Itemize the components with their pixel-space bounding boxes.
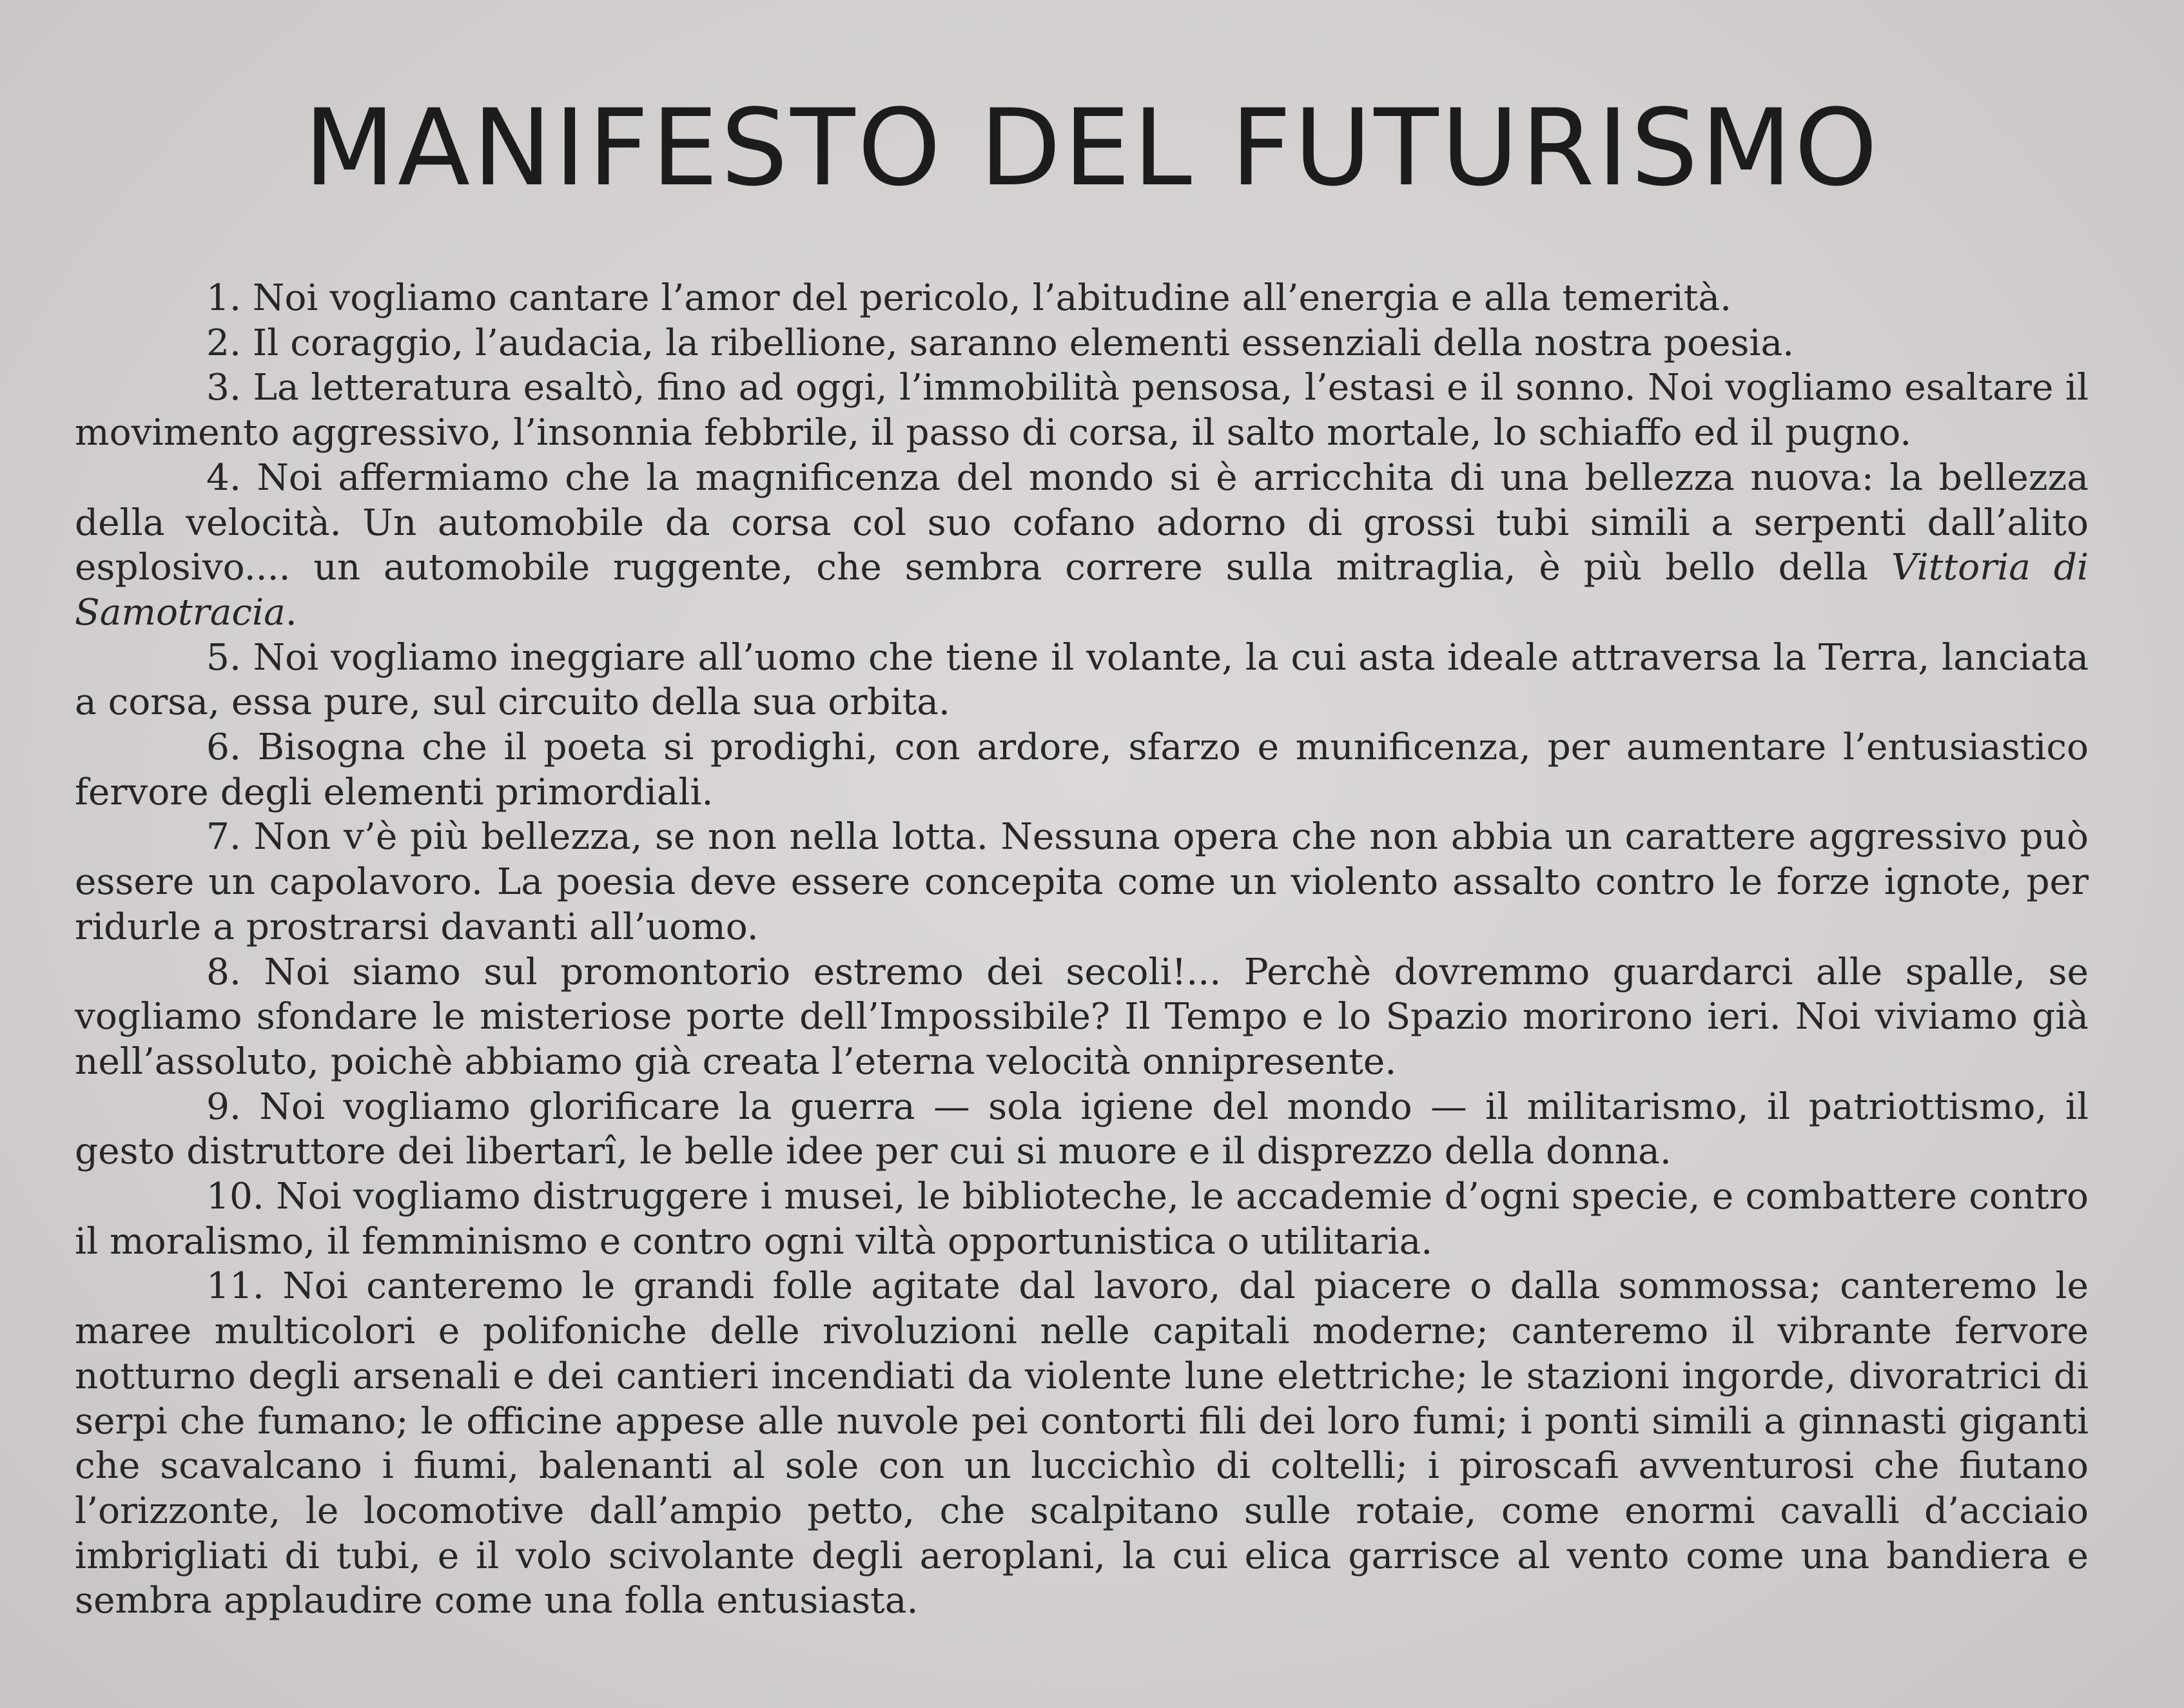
paragraph-6 — [75, 725, 2089, 815]
paragraph-2 — [75, 321, 2089, 366]
paragraph-number: 7. — [206, 816, 241, 859]
paragraph-number: 4. — [206, 456, 241, 499]
paragraph-9 — [75, 1085, 2089, 1174]
paragraph-number: 6. — [206, 726, 241, 769]
paragraph-number: 5. — [206, 636, 241, 679]
paragraph-number: 3. — [206, 367, 241, 409]
paragraph-text: Noi vogliamo cantare l’amor del pericolo, l’abitudine all’energia e alla temerità. — [252, 277, 1732, 319]
paragraph-text: Noi canteremo le grandi folle agitate dal lavoro, dal piacere o dalla sommossa; canteremo le maree multicolori e polifoniche delle rivoluzioni nelle capitali moderne; canteremo il vibrante fervore notturno degli arsenali e dei cantieri incendiati da violente lune elettriche; le stazioni ingorde, divoratrici di serpi che fumano; le officine appese alle nuvole pei contorti fili dei loro fumi; i ponti simili a ginnasti giganti che scavalcano i fiumi, balenanti al sole con un luccichìo di coltelli; i piroscafi avventurosi che fiutano l’orizzonte, le locomotive dall’ampio petto, che scalpitano sulle rotaie, come enormi cavalli d’acciaio imbrigliati di tubi, e il volo scivolante degli aeroplani, la cui elica garrisce al vento come una bandiera e sembra applaudire come una folla entusiasta. — [75, 1265, 2089, 1622]
page-title: MANIFESTO DEL FUTURISMO — [304, 86, 1880, 209]
artwork-title-italic: Vittoria di Samotracia — [75, 547, 2089, 634]
paragraph-10 — [75, 1174, 2089, 1264]
paragraph-7 — [75, 815, 2089, 949]
paragraph-3 — [75, 365, 2089, 455]
paragraph-text: Il coraggio, l’audacia, la ribellione, saranno elementi essenziali della nostra poesia. — [252, 322, 1795, 364]
paragraph-5 — [75, 636, 2089, 725]
paragraph-1 — [75, 276, 2089, 321]
manifesto-body — [75, 276, 2089, 1624]
paragraph-number: 1. — [206, 277, 241, 319]
paragraph-number: 8. — [206, 951, 241, 993]
paragraph-text: Noi vogliamo distruggere i musei, le biblioteche, le accademie d’ogni specie, e combattere contro il moralismo, il femminismo e contro ogni viltà opportunistica o utilitaria. — [75, 1176, 2089, 1263]
paragraph-text: Noi vogliamo ineggiare all’uomo che tiene il volante, la cui asta ideale attraversa la Terra, lanciata a corsa, essa pure, sul circuito della sua orbita. — [75, 636, 2089, 724]
paragraph-number: 10. — [206, 1176, 264, 1218]
paragraph-4 — [75, 456, 2089, 636]
paragraph-text: La letteratura esaltò, fino ad oggi, l’immobilità pensosa, l’estasi e il sonno. Noi vogliamo esaltare il movimento aggressivo, l’insonnia febbrile, il passo di corsa, il salto mortale, lo schiaffo ed il pugno. — [75, 367, 2089, 454]
paragraph-11 — [75, 1264, 2089, 1624]
paragraph-end-punctuation: . — [285, 591, 297, 634]
paragraph-number: 9. — [206, 1085, 241, 1128]
paragraph-text: Noi affermiamo che la magnificenza del mondo si è arricchita di una bellezza nuova: la bellezza della velocità. Un automobile da corsa col suo cofano adorno di grossi tubi simili a serpenti dall’alito esplosivo.... un automobile ruggente, che sembra correre sulla mitraglia, è più bello della — [75, 456, 2089, 589]
paragraph-number: 2. — [206, 322, 241, 364]
paragraph-text: Bisogna che il poeta si prodighi, con ardore, sfarzo e munificenza, per aumentare l’entusiastico fervore degli elementi primordiali. — [75, 726, 2089, 813]
paragraph-text: Non v’è più bellezza, se non nella lotta. Nessuna opera che non abbia un carattere aggressivo può essere un capolavoro. La poesia deve essere concepita come un violento assalto contro le forze ignote, per ridurle a prostrarsi davanti all’uomo. — [75, 816, 2089, 948]
paragraph-text: Noi siamo sul promontorio estremo dei secoli!... Perchè dovremmo guardarci alle spalle, se vogliamo sfondare le misteriose porte dell’Impossibile? Il Tempo e lo Spazio morirono ieri. Noi viviamo già nell’assoluto, poichè abbiamo già creata l’eterna velocità onnipresente. — [75, 951, 2089, 1083]
paragraph-number: 11. — [206, 1265, 264, 1308]
paragraph-text: Noi vogliamo glorificare la guerra — sola igiene del mondo — il militarismo, il patriottismo, il gesto distruttore dei libertarî, le belle idee per cui si muore e il disprezzo della donna. — [75, 1085, 2089, 1173]
paragraph-8 — [75, 950, 2089, 1085]
